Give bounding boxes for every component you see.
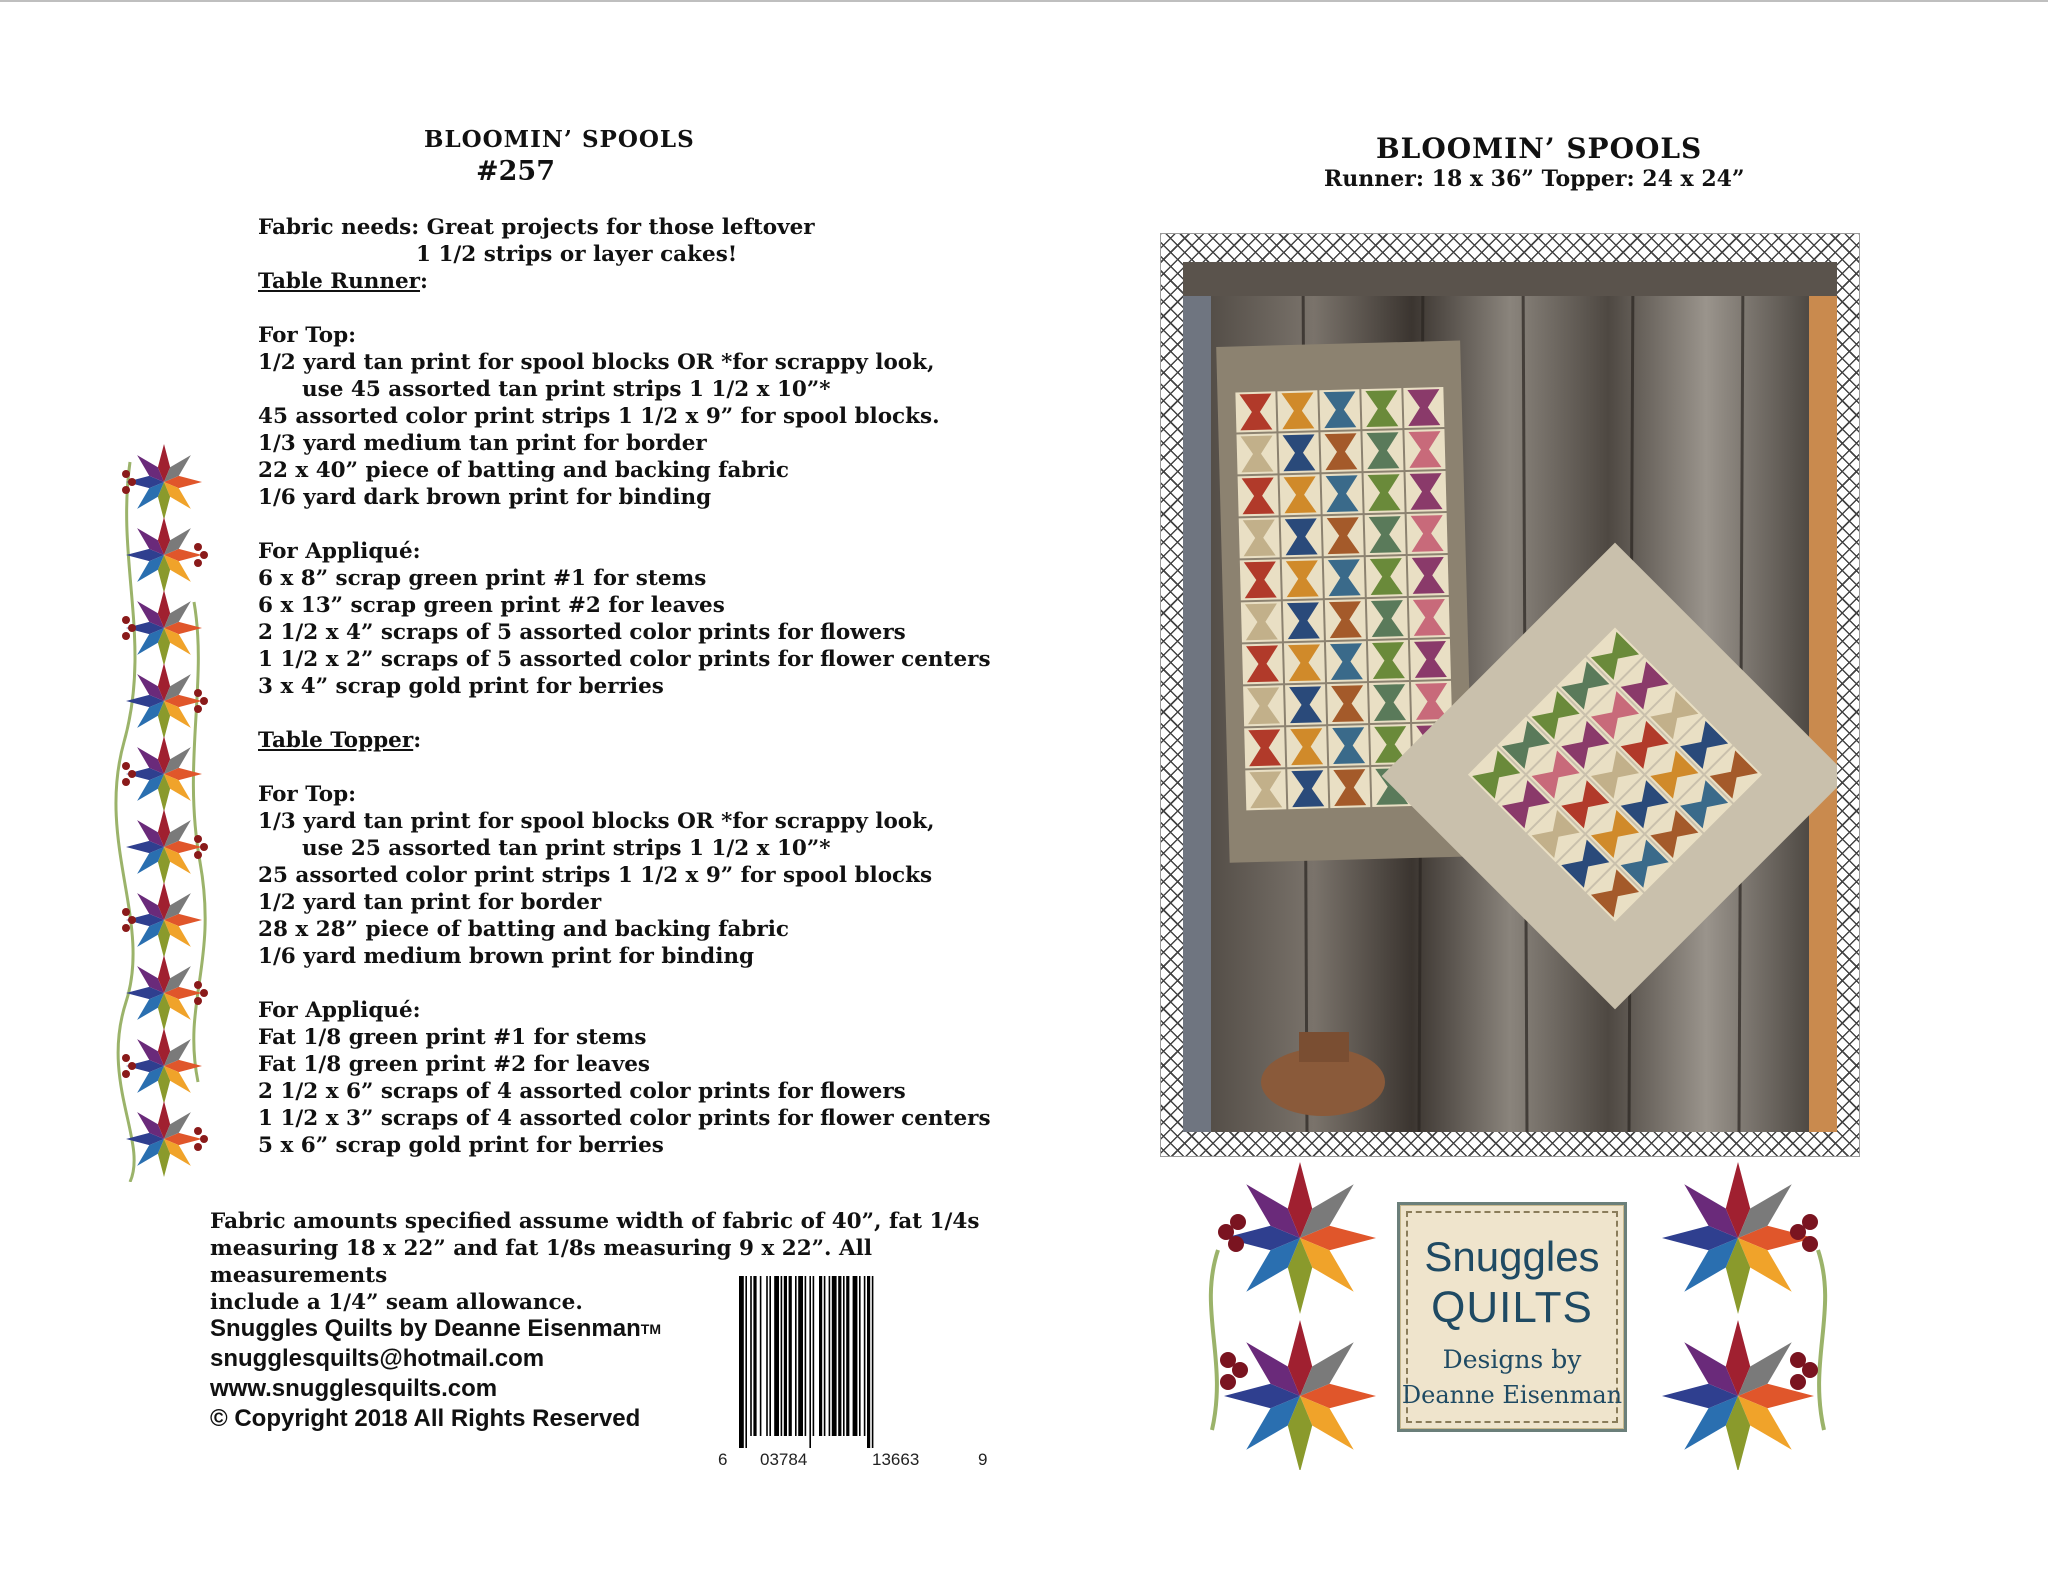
list-item: 5 x 6” scrap gold print for berries — [258, 1133, 664, 1158]
list-item: 1/6 yard dark brown print for binding — [258, 485, 712, 510]
pattern-number: #257 — [476, 156, 555, 187]
fabric-needs: Fabric needs: Great projects for those leftover 1 1/2 strips or layer cakes! Table Runner: — [258, 215, 815, 294]
list-item: 1 1/2 x 2” scraps of 5 assorted color prints for flower centers — [258, 647, 991, 672]
barcode-digits: 03784 — [760, 1450, 808, 1469]
cover-title: BLOOMIN’ SPOOLS — [1376, 132, 1703, 165]
barcode-digit: 9 — [978, 1450, 988, 1469]
star-border-decoration — [112, 442, 212, 1182]
barcode-digit: 6 — [718, 1450, 728, 1469]
topper-applique-heading: For Appliqué: — [258, 998, 421, 1023]
barcode — [735, 1274, 975, 1450]
runner-heading: Table Runner — [258, 269, 421, 294]
list-item: use 45 assorted tan print strips 1 1/2 x 10”* — [302, 377, 831, 402]
fabric-footnote: Fabric amounts specified assume width of fabric of 40”, fat 1/4s measuring 18 x 22” and fat 1/8s measuring 9 x 22”. All measurements include a 1/4” seam allowance. — [210, 1209, 980, 1315]
top-rule — [0, 0, 2048, 2]
runner-top-heading: For Top: — [258, 323, 357, 348]
email-link[interactable]: snugglesquilts@hotmail.com — [210, 1345, 545, 1372]
list-item: 28 x 28” piece of batting and backing fabric — [258, 917, 789, 942]
snuggles-quilts-logo: Snuggles QUILTS Designs by Deanne Eisenman — [1397, 1202, 1627, 1432]
list-item: 25 assorted color print strips 1 1/2 x 9” for spool blocks — [258, 863, 933, 888]
list-item: 6 x 13” scrap green print #2 for leaves — [258, 593, 725, 618]
trademark: TM — [640, 1321, 661, 1337]
left-title: BLOOMIN’ SPOOLS — [424, 126, 695, 153]
list-item: 1 1/2 x 3” scraps of 4 assorted color prints for flower centers — [258, 1106, 991, 1131]
copyright: © Copyright 2018 All Rights Reserved — [210, 1405, 641, 1432]
list-item: 1/2 yard tan print for spool blocks OR *for scrappy look, — [258, 350, 935, 375]
runner-section: For Top: 1/2 yard tan print for spool blocks OR *for scrappy look, use 45 assorted tan print strips 1 1/2 x 10”* 45 assorted color print strips 1 1/2 x 9” for spool blocks. 1/3 yard medium tan print for border 22 x 40” piece of batting and backing fabric 1/6 yard dark brown print for binding For Appliqué: 6 x 8” scrap green print #1 for stems 6 x 13” scrap green print #2 for leaves 2 1/2 x 4” scraps of 5 assorted color prints for flowers 1 1/2 x 2” scraps of 5 assorted color prints for flower centers 3 x 4” scrap gold print for berries Table Topper: For Top: 1/3 yard tan print for spool blocks OR *for scrappy look, use 25 assorted tan print strips 1 1/2 x 10”* 25 assorted color print strips 1 1/2 x 9” for spool blocks 1/2 yard tan print for border 28 x 28” piece of batting and backing fabric 1/6 yard medium brown print for binding For Appliqué: Fat 1/8 green print #1 for stems Fat 1/8 green print #2 for leaves 2 1/2 x 6” scraps of 4 assorted color prints for flowers 1 1/2 x 3” scraps of 4 assorted color prints for flower centers 5 x 6” scrap gold print for berries — [258, 323, 991, 1158]
list-item: 1/2 yard tan print for border — [258, 890, 602, 915]
website-link[interactable]: www.snugglesquilts.com — [210, 1375, 498, 1402]
list-item: 1/6 yard medium brown print for binding — [258, 944, 755, 969]
list-item: 2 1/2 x 6” scraps of 4 assorted color prints for flowers — [258, 1079, 906, 1104]
topper-heading: Table Topper — [258, 728, 414, 753]
designer-name: Snuggles Quilts by Deanne Eisenman — [210, 1315, 641, 1342]
list-item: Fat 1/8 green print #1 for stems — [258, 1025, 647, 1050]
list-item: 22 x 40” piece of batting and backing fabric — [258, 458, 789, 483]
list-item: 6 x 8” scrap green print #1 for stems — [258, 566, 707, 591]
list-item: 1/3 yard tan print for spool blocks OR *for scrappy look, — [258, 809, 935, 834]
list-item: 45 assorted color print strips 1 1/2 x 9” for spool blocks. — [258, 404, 940, 429]
list-item: 3 x 4” scrap gold print for berries — [258, 674, 664, 699]
list-item: 1/3 yard medium tan print for border — [258, 431, 707, 456]
quilt-photo-illustration — [1183, 262, 1837, 1132]
list-item: 2 1/2 x 4” scraps of 5 assorted color prints for flowers — [258, 620, 906, 645]
barcode-digits: 13663 — [872, 1450, 920, 1469]
list-item: use 25 assorted tan print strips 1 1/2 x 10”* — [302, 836, 831, 861]
topper-top-heading: For Top: — [258, 782, 357, 807]
cover-subtitle: Runner: 18 x 36” Topper: 24 x 24” — [1324, 166, 1745, 192]
list-item: Fat 1/8 green print #2 for leaves — [258, 1052, 651, 1077]
contact-info — [210, 1314, 661, 1434]
quilt-photo — [1183, 262, 1837, 1132]
runner-applique-heading: For Appliqué: — [258, 539, 421, 564]
